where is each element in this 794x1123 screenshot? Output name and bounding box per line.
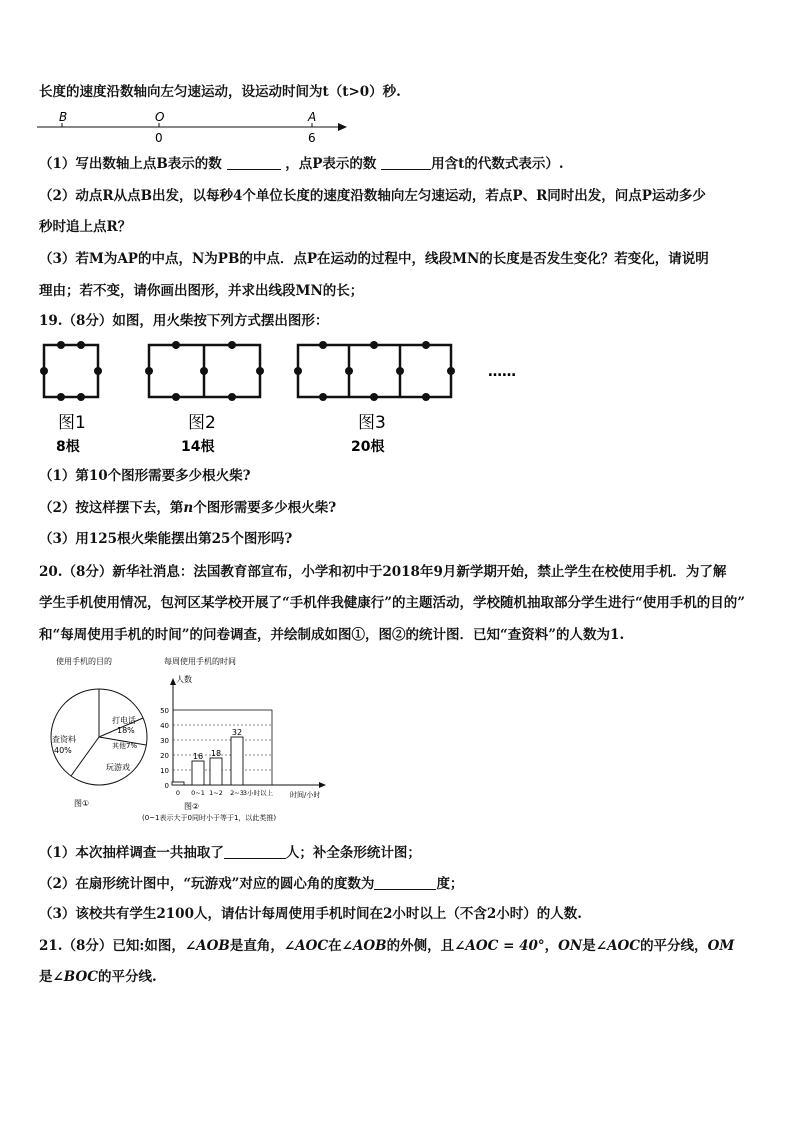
ellipsis-label: …… [488,364,516,380]
x-tick-label: 2~3 [230,789,244,797]
point-a-label: A [308,110,317,124]
fig1-count: 8根 [56,439,80,455]
q18-part3-line1: （3）若M为AP的中点，N为PB的中点．点P在运动的过程中，线段MN的长度是否发生变化？若变化，请说明 [39,251,709,267]
number-line-figure [35,110,355,146]
fig2-count: 14根 [181,439,215,455]
x-tick-label: 3小时以上 [242,789,274,797]
bar-value-label: 16 [192,752,204,761]
tick-6-label: 6 [308,131,316,145]
x-tick-label: 0~1 [191,789,205,797]
bar [192,761,204,785]
q20-line1: 20.（8分）新华社消息：法国教育部宣布，小学和初中于2018年9月新学期开始，禁止学生在校使用手机．为了解 [39,564,727,580]
bar [210,758,222,785]
answer-blank[interactable] [381,155,431,170]
fig2-label: 图2 [188,413,216,433]
y-tick-label: 0 [164,782,169,790]
y-tick-label: 40 [160,722,169,730]
y-tick-label: 30 [160,737,169,745]
bar-chart [140,652,340,832]
grid-lines [173,725,272,770]
bars [172,728,243,785]
q18-part1: （1）写出数轴上点B表示的数 ，点P表示的数 用含t的代数式表示）. [39,156,564,172]
bar-ylabel: 人数 [176,675,192,684]
pie-label-cha: 查资料 [52,735,76,744]
pie-pct-da: 18% [117,726,135,735]
fig1-label: 图1 [58,413,86,433]
answer-blank[interactable] [227,155,281,170]
q19-sub1: （1）第10个图形需要多少根火柴? [39,468,251,484]
q21-line2: 是∠BOC的平分线. [39,969,157,985]
y-tick-label: 20 [160,752,169,760]
q20-sub2: （2）在扇形统计图中，“玩游戏”对应的圆心角的度数为 度； [39,876,464,892]
fig3-label: 图3 [358,413,386,433]
q20-line3: 和“每周使用手机的时间”的问卷调查，并绘制成如图①，图②的统计图．已知“查资料”的人数为1. [39,627,625,643]
pie-label-wan: 玩游戏 [106,763,130,772]
bar [231,737,243,785]
answer-blank[interactable] [224,844,286,859]
bar [172,782,184,785]
bar-caption: 图② [184,802,200,811]
bar-value-label: 32 [231,728,243,737]
intro-line: 长度的速度沿数轴向左匀速运动，设运动时间为t（t>0）秒. [39,84,401,100]
pie-title: 使用手机的目的 [56,657,112,666]
y-tick-label: 10 [160,767,169,775]
x-tick-label: 1~2 [209,789,223,797]
q19-heading: 19.（8分）如图，用火柴按下列方式摆出图形： [39,313,329,329]
pie-pct-cha: 40% [54,746,72,755]
matchstick-figures [36,340,536,460]
q18-part2-line1: （2）动点R从点B出发，以每秒4个单位长度的速度沿数轴向左匀速运动，若点P、R同时出发，问点P运动多少 [39,188,706,204]
pie-label-da: 打电话 [112,716,136,725]
q19-sub3: （3）用125根火柴能摆出第25个图形吗? [39,531,293,547]
q20-sub1: （1）本次抽样调查一共抽取了 人；补全条形统计图； [39,845,421,861]
q21-line1: 21.（8分）已知:如图，∠AOB是直角，∠AOC在∠AOB的外侧，且∠AOC = 40°，ON是∠AOC的平分线，OM [39,938,735,954]
answer-blank[interactable] [374,875,436,890]
point-o-label: O [155,110,165,124]
x-tick-labels [176,788,274,797]
y-tick-label: 50 [160,707,169,715]
bar-note: (0~1表示大于0同时小于等于1，以此类推) [142,814,277,822]
q18-part3-line2: 理由；若不变，请你画出图形，并求出线段MN的长； [39,283,364,299]
fig3-count: 20根 [351,439,385,455]
bar-value-label: 18 [210,749,222,758]
tick-0-label: 0 [155,131,163,145]
x-tick-label: 0 [175,789,181,797]
q19-sub2: （2）按这样摆下去，第n个图形需要多少根火柴? [39,500,337,516]
pie-label-qt: 其他7% [112,742,138,750]
bar-title: 每周使用手机的时间 [164,657,236,666]
q20-sub3: （3）该校共有学生2100人，请估计每周使用手机时间在2小时以上（不含2小时）的人数. [39,906,582,922]
bar-xlabel: 时间/小时 [290,791,321,799]
pie-caption: 图① [74,799,90,808]
q18-part2-line2: 秒时追上点R？ [39,219,132,235]
q20-line2: 学生手机使用情况，包河区某学校开展了“手机伴我健康行”的主题活动，学校随机抽取部分学生进行“使用手机的目的” [39,595,746,611]
point-b-label: B [59,110,68,124]
y-tick-labels [160,707,169,790]
